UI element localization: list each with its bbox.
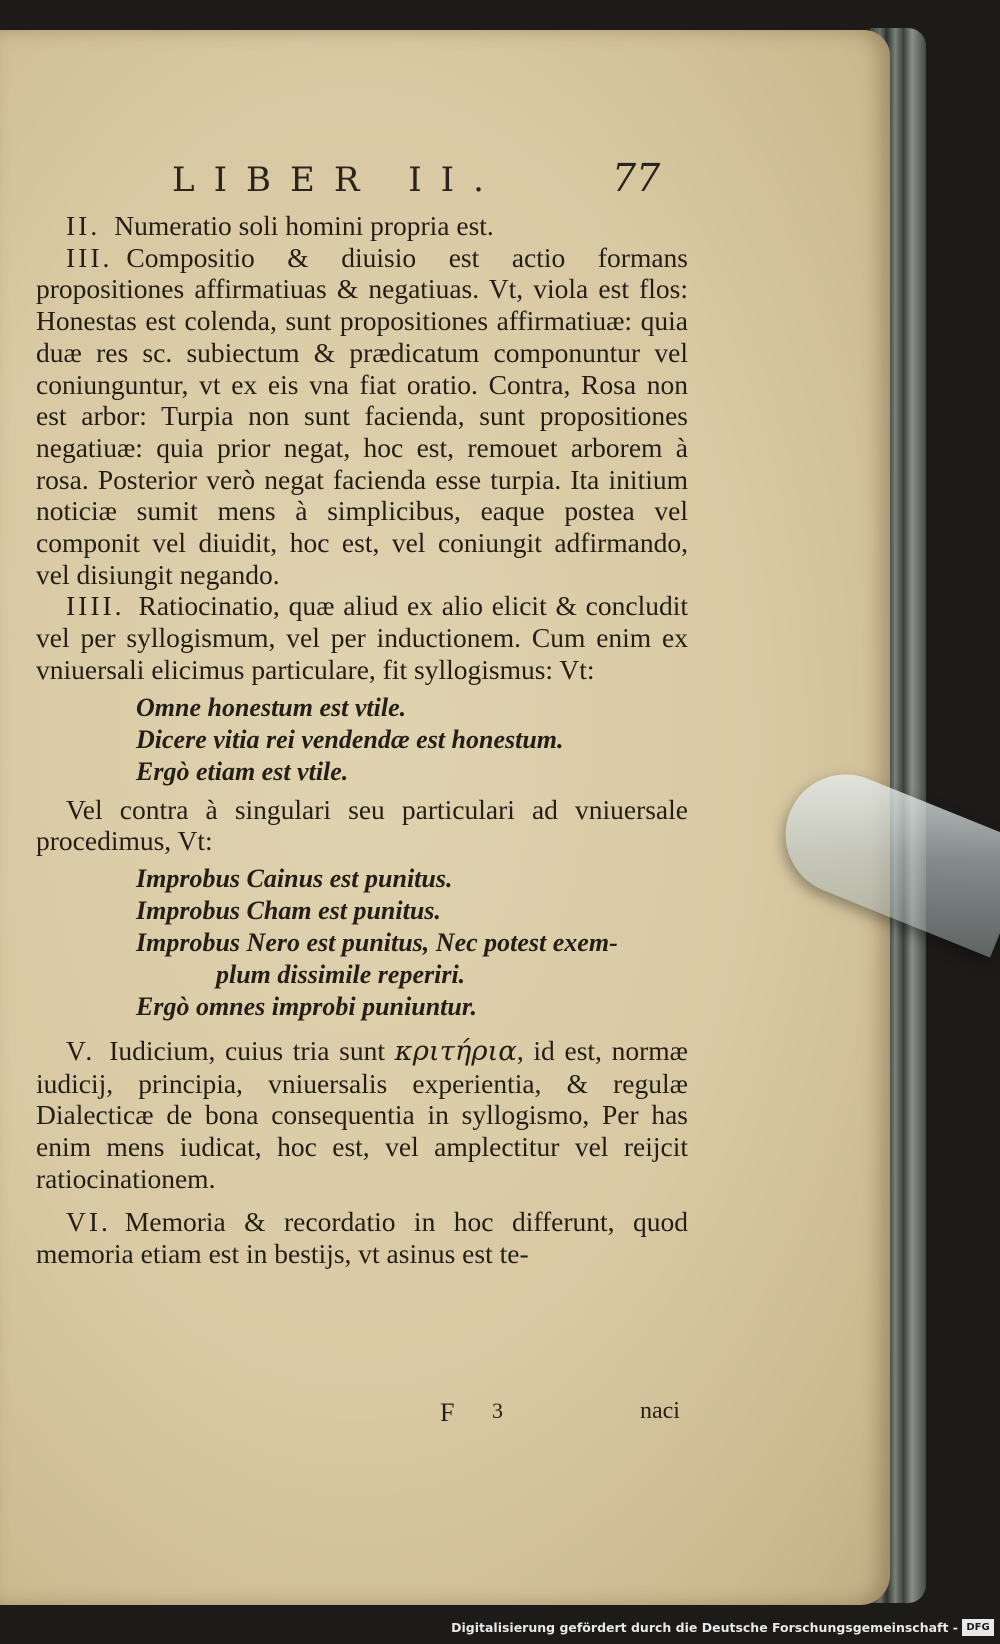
paragraph-text: Ratiocinatio, quæ aliud ex alio elicit & concludit vel per syllogismum, vel per inductionem. Cum enim ex vniuersali elicimus particulare, fit syllogismus: Vt: — [36, 590, 688, 685]
paragraph-text: Memoria & recordatio in hoc differunt, quod memoria etiam est in bestijs, vt asinus est te- — [36, 1206, 688, 1270]
paragraph-4b: Vel contra à singulari seu particulari ad vniuersale procedimus, Vt: — [36, 793, 688, 857]
credit-bar — [0, 1614, 1000, 1644]
page-header — [0, 156, 890, 200]
induction-line-1: Improbus Cainus est punitus. — [136, 863, 453, 893]
page-number: 77 — [612, 156, 661, 200]
paragraph-2 — [36, 210, 688, 242]
catchword: naci — [640, 1398, 680, 1424]
induction-line-3: Improbus Nero est punitus, Nec potest exem- — [136, 927, 618, 957]
paragraph-text: , id est, normæ iudicij, principia, vniuersalis experientia, & regulæ Dialecticæ de bona consequentia in syllogismo, Per has enim mens iudicat, hoc est, vel amplectitur vel reijcit ratiocinationem. — [36, 1034, 688, 1194]
signature-mark: F — [440, 1398, 455, 1427]
section-number: V. — [66, 1034, 96, 1066]
section-number: VI. — [66, 1206, 111, 1238]
body-text — [36, 210, 688, 1270]
paragraph-text: Numeratio soli homini propria est. — [114, 210, 494, 241]
syllogism-line-2: Dicere vitia rei vendendæ est honestum. — [136, 724, 564, 754]
dfg-logo-icon: DFG — [962, 1619, 994, 1636]
paragraph-text: Compositio & diuisio est actio formans propositiones affirmatiuas & negatiuas. Vt, viola est flos: Honestas est colenda, sunt propositiones affirmatiuæ: quia duæ res sc. subiectum & prædicatum componuntur vel coniunguntur, vt ex eis vna fiat oratio. Contra, Rosa non est arbor: Turpia non sunt facienda, sunt propositiones negatiuæ: quia prior negat, hoc est, remouet arborem à rosa. Posterior verò negat facienda esse turpia. Ita initium noticiæ sumit mens à simplicibus, eaque postea vel componit vel diuidit, hoc est, vel coniungit adfirmando, vel disiungit negando. — [36, 241, 688, 590]
paragraph-4 — [36, 590, 688, 685]
paragraph-5 — [36, 1035, 688, 1195]
paragraph-3 — [36, 242, 688, 591]
greek-word: κριτήρια — [394, 1034, 517, 1067]
syllogism-line-1: Omne honestum est vtile. — [136, 692, 407, 722]
paragraph-text: Iudicium, cuius tria sunt — [109, 1034, 385, 1066]
running-head: LIBER II. — [172, 160, 503, 200]
signature-number: 3 — [492, 1398, 503, 1423]
paragraph-6 — [36, 1206, 688, 1269]
induction-line-5: Ergò omnes improbi puniuntur. — [136, 991, 478, 1021]
section-number: III. — [66, 241, 113, 273]
induction-line-2: Improbus Cham est punitus. — [136, 895, 441, 925]
induction-line-4: plum dissimile reperiri. — [216, 959, 466, 989]
syllogism-line-3: Ergò etiam est vtile. — [136, 756, 349, 786]
section-number: II. — [66, 210, 101, 241]
book-page — [0, 30, 890, 1605]
credit-text: Digitalisierung gefördert durch die Deutsche Forschungsgemeinschaft - — [451, 1620, 958, 1635]
section-number: IIII. — [66, 590, 125, 622]
